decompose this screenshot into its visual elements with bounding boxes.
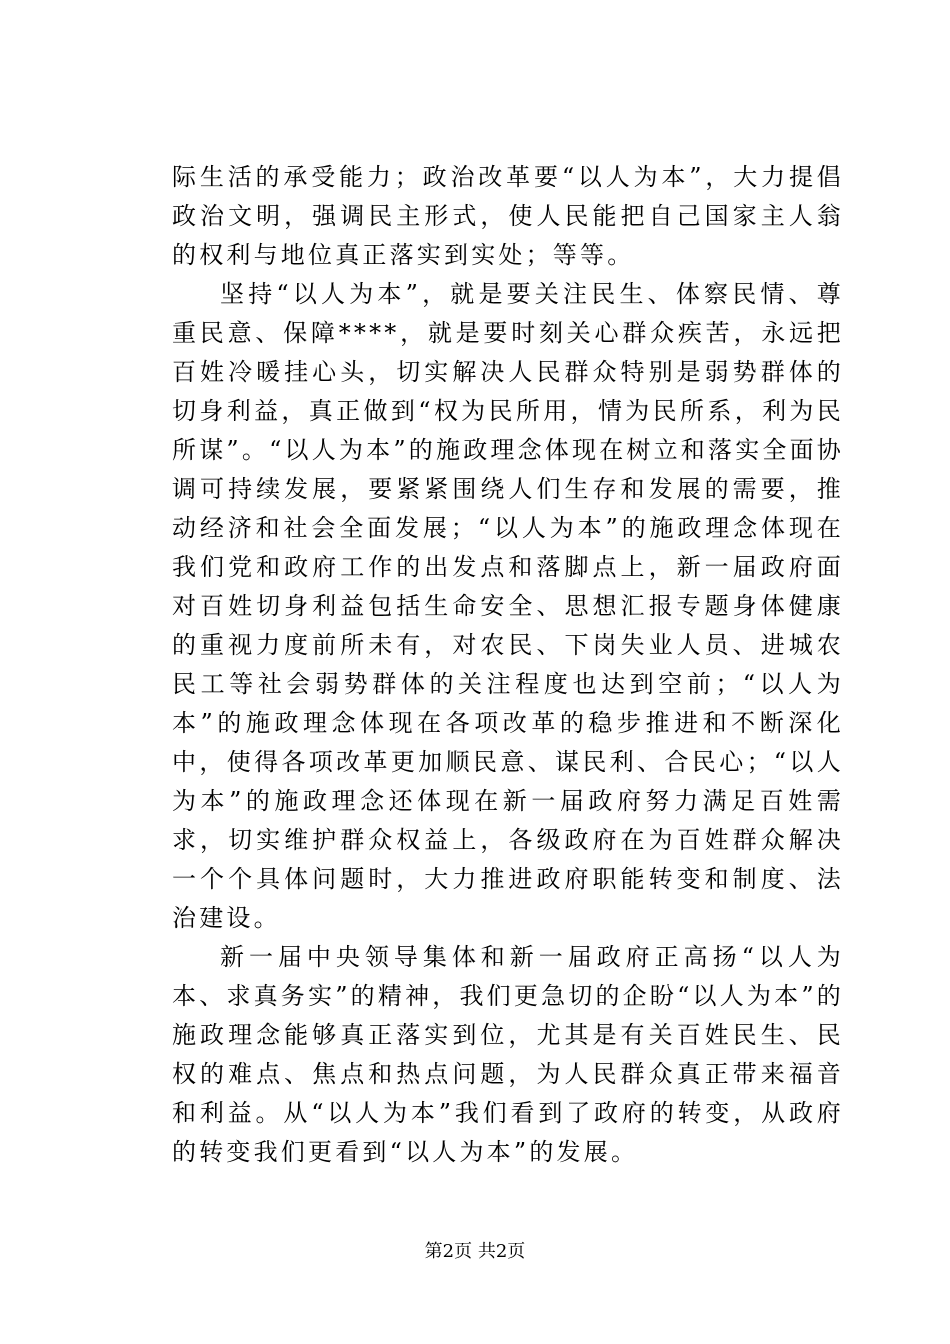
paragraph-conclusion: 新一届中央领导集体和新一届政府正高扬“以人为本、求真务实”的精神，我们更急切的企盼“以人为本”的施政理念能够真正落实到位，尤其是有关百姓民生、民权的难点、焦点和热点问题，为人民群众真正带来福音和利益。从“以人为本”我们看到了政府的转变，从政府的转变我们更看到“以人为本”的发展。: [172, 943, 845, 1166]
document-body: [172, 158, 844, 1172]
paragraph-continuation: 际生活的承受能力；政治改革要“以人为本”，大力提倡政治文明，强调民主形式，使人民能把自己国家主人翁的权利与地位真正落实到实处；等等。: [172, 163, 844, 269]
paragraph-people-oriented: 坚持“以人为本”，就是要关注民生、体察民情、尊重民意、保障****，就是要时刻关心群众疾苦，永远把百姓冷暖挂心头，切实解决人民群众特别是弱势群体的切身利益，真正做到“权为民所用，情为民所系，利为民所谋”。“以人为本”的施政理念体现在树立和落实全面协调可持续发展，要紧紧围绕人们生存和发展的需要，推动经济和社会全面发展；“以人为本”的施政理念体现在我们党和政府工作的出发点和落脚点上，新一届政府面对百姓切身利益包括生命安全、思想汇报专题身体健康的重视力度前所未有，对农民、下岗失业人员、进城农民工等社会弱势群体的关注程度也达到空前；“以人为本”的施政理念体现在各项改革的稳步推进和不断深化中，使得各项改革更加顺民意、谋民利、合民心；“以人为本”的施政理念还体现在新一届政府努力满足百姓需求，切实维护群众权益上，各级政府在为百姓群众解决一个个具体问题时，大力推进政府职能转变和制度、法治建设。: [172, 280, 845, 932]
page-footer: 第2页 共2页: [424, 1241, 526, 1262]
